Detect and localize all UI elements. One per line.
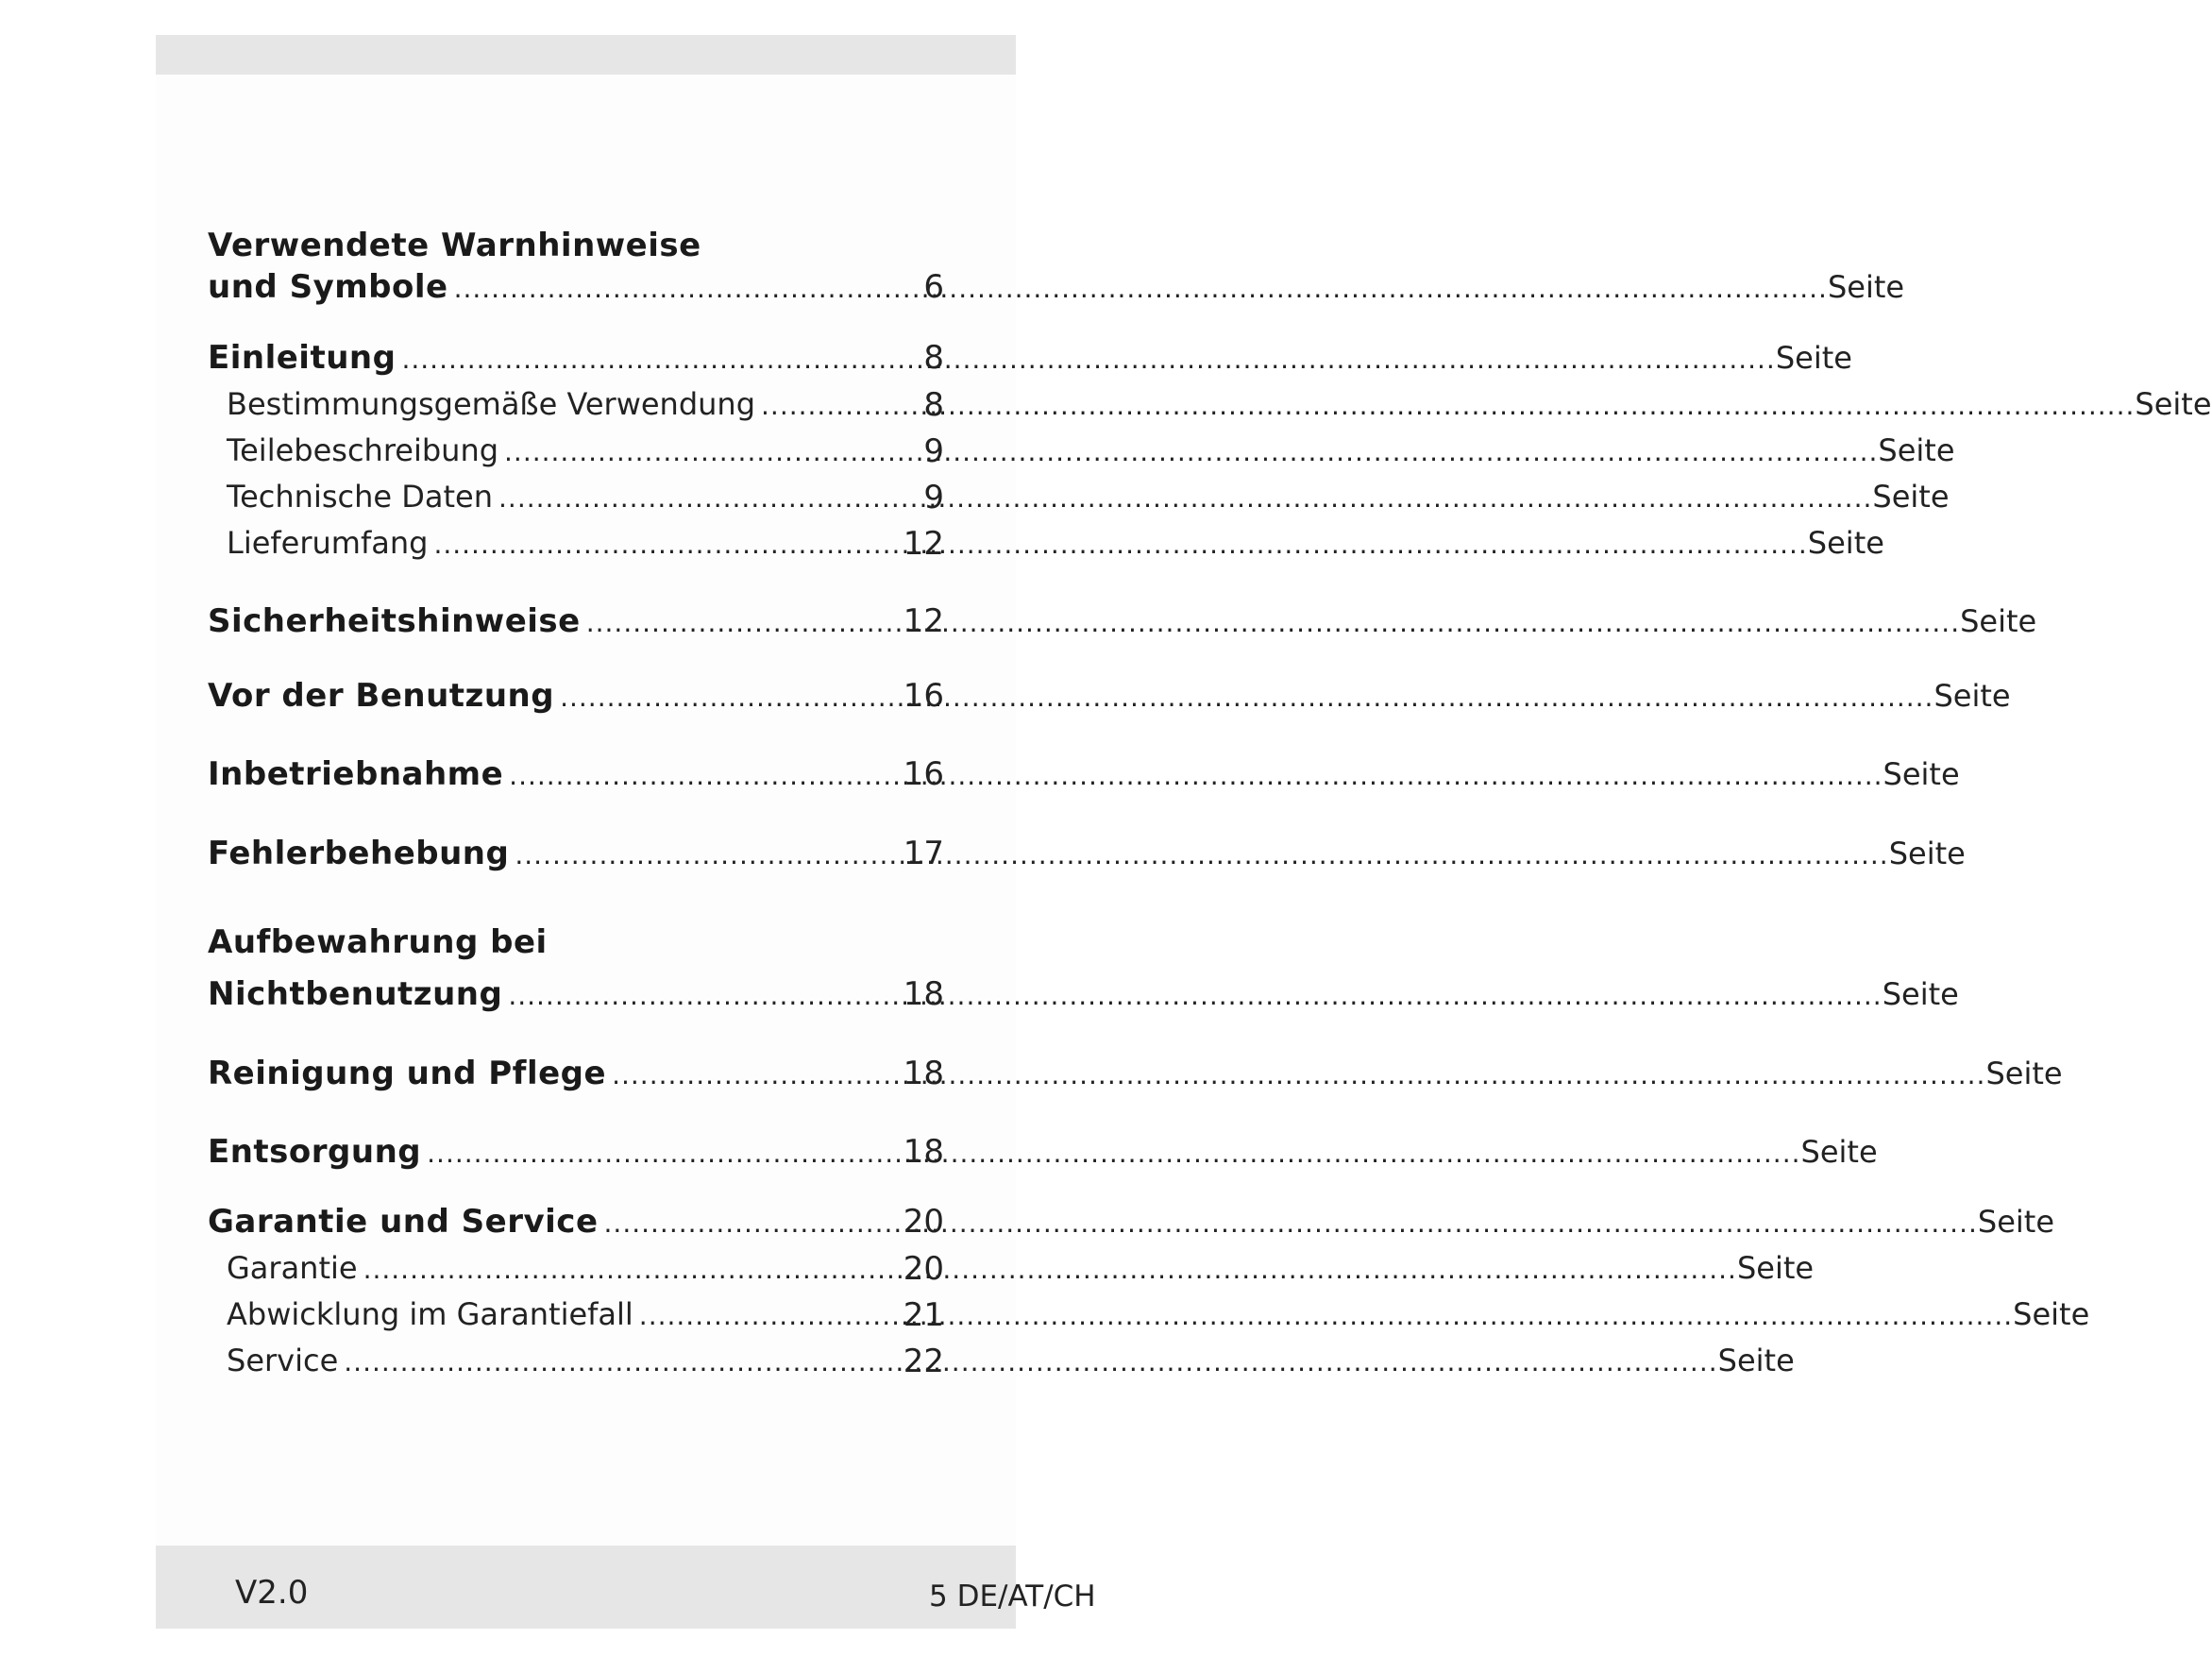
toc-page-number: 16 xyxy=(903,755,944,793)
toc-entry-sicherheit[interactable] xyxy=(208,602,2037,644)
toc-entry-technische[interactable] xyxy=(208,479,1950,520)
toc-page-number: 18 xyxy=(903,1055,944,1092)
toc-title: und Symbole xyxy=(208,268,448,306)
toc-entry-benutzung[interactable] xyxy=(208,677,2011,718)
leader-dots xyxy=(515,839,1888,870)
leader-dots xyxy=(401,344,1775,375)
toc-page-number: 9 xyxy=(923,432,944,470)
leader-dots xyxy=(344,1346,1717,1377)
toc-entry-garantie-service[interactable] xyxy=(208,1203,2054,1244)
footer-bar xyxy=(156,1546,1096,1629)
toc-entry-garantie[interactable] xyxy=(208,1250,1815,1292)
toc-entry-fehler[interactable] xyxy=(208,835,1966,876)
toc-entry-service[interactable] xyxy=(208,1343,1795,1384)
leader-dots xyxy=(509,760,1883,791)
toc-page-number: 12 xyxy=(903,525,944,563)
seite-label: Seite xyxy=(1717,1343,1795,1378)
page-number: 5 DE/AT/CH xyxy=(929,1580,1096,1614)
seite-label: Seite xyxy=(1933,678,2011,714)
leader-dots xyxy=(504,436,1878,467)
toc-title: Lieferumfang xyxy=(227,525,429,561)
toc-entry-aufbewahrung[interactable] xyxy=(208,975,1959,1017)
toc-title: Abwicklung im Garantiefall xyxy=(227,1296,633,1332)
leader-dots xyxy=(639,1300,2013,1331)
toc-entry-warnhinweise[interactable] xyxy=(208,268,1905,310)
toc-page-number: 6 xyxy=(923,268,944,306)
toc-page-number: 20 xyxy=(903,1250,944,1288)
leader-dots xyxy=(761,390,2135,421)
leader-dots xyxy=(560,682,1933,713)
toc-page-number: 20 xyxy=(903,1203,944,1241)
version-label: V2.0 xyxy=(235,1574,309,1612)
toc-page-number: 9 xyxy=(923,479,944,516)
leader-dots xyxy=(498,482,1872,514)
toc-entry-teile[interactable] xyxy=(208,432,1955,474)
toc-title: Vor der Benutzung xyxy=(208,677,555,715)
leader-dots xyxy=(454,273,1828,304)
toc-title: Inbetriebnahme xyxy=(208,755,504,793)
toc-title: Einleitung xyxy=(208,339,397,377)
leader-dots xyxy=(363,1254,1737,1285)
leader-dots xyxy=(586,607,1960,638)
toc-page-number: 16 xyxy=(903,677,944,715)
toc-title: Teilebeschreibung xyxy=(227,432,499,468)
toc-title: Service xyxy=(227,1343,339,1378)
toc-entry-inbetrieb[interactable] xyxy=(208,755,1960,797)
toc-page-number: 21 xyxy=(903,1296,944,1334)
toc-entry-abwicklung[interactable] xyxy=(208,1296,2090,1338)
toc-page-number: 18 xyxy=(903,1133,944,1171)
seite-label: Seite xyxy=(1985,1056,2063,1091)
toc-entry-bestimmung[interactable] xyxy=(208,386,2212,428)
seite-label: Seite xyxy=(1882,976,1959,1012)
seite-label: Seite xyxy=(1736,1250,1815,1286)
toc-page-number: 22 xyxy=(903,1343,944,1380)
seite-label: Seite xyxy=(1888,836,1966,871)
seite-label: Seite xyxy=(2135,386,2212,422)
toc-page-number: 18 xyxy=(903,975,944,1013)
seite-label: Seite xyxy=(1807,525,1884,561)
seite-label: Seite xyxy=(2013,1296,2090,1332)
leader-dots xyxy=(433,529,1807,560)
seite-label: Seite xyxy=(1977,1204,2054,1240)
toc-title: Bestimmungsgemäße Verwendung xyxy=(227,386,756,422)
leader-dots xyxy=(612,1059,1985,1090)
toc-entry-einleitung[interactable] xyxy=(208,339,1852,380)
seite-label: Seite xyxy=(1775,340,1852,376)
seite-label: Seite xyxy=(1883,756,1960,792)
toc-heading-aufbewahrung-line1: Aufbewahrung bei xyxy=(208,923,548,961)
toc-entry-lieferumfang[interactable] xyxy=(208,525,1884,566)
toc-entry-entsorgung[interactable] xyxy=(208,1133,1878,1174)
toc-page-number: 17 xyxy=(903,835,944,872)
leader-dots xyxy=(427,1138,1800,1169)
toc-title: Reinigung und Pflege xyxy=(208,1055,607,1092)
seite-label: Seite xyxy=(1800,1134,1878,1170)
toc-title: Sicherheitshinweise xyxy=(208,602,581,640)
toc-title: Garantie xyxy=(227,1250,358,1286)
toc-title: Garantie und Service xyxy=(208,1203,599,1241)
toc-heading-warnhinweise-line1: Verwendete Warnhinweise xyxy=(208,227,701,264)
toc-title: Fehlerbehebung xyxy=(208,835,510,872)
toc-entry-reinigung[interactable] xyxy=(208,1055,2063,1096)
leader-dots xyxy=(604,1208,1978,1239)
seite-label: Seite xyxy=(1878,432,1955,468)
toc-title: Entsorgung xyxy=(208,1133,422,1171)
toc-page-number: 8 xyxy=(923,339,944,377)
seite-label: Seite xyxy=(1872,479,1950,515)
header-bar xyxy=(156,35,1016,75)
toc-page-number: 12 xyxy=(903,602,944,640)
toc-title: Technische Daten xyxy=(227,479,494,515)
leader-dots xyxy=(508,980,1882,1011)
toc-page-number: 8 xyxy=(923,386,944,424)
seite-label: Seite xyxy=(1827,269,1905,305)
seite-label: Seite xyxy=(1960,603,2037,639)
toc-title: Nichtbenutzung xyxy=(208,975,503,1013)
